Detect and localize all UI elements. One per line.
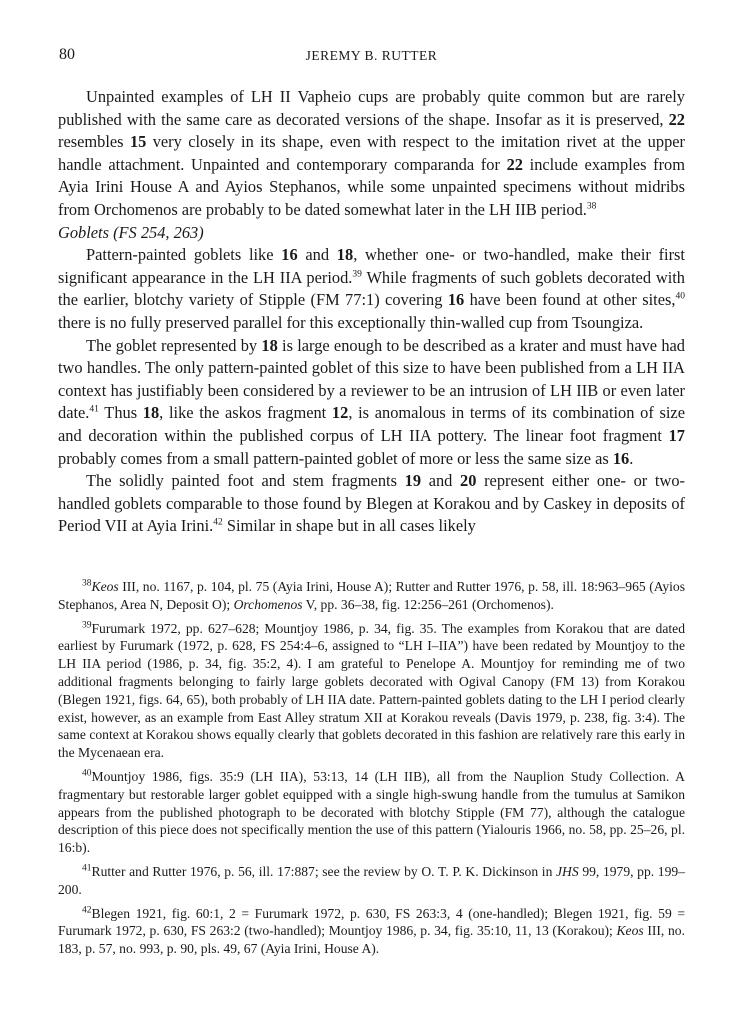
- text-run: Furumark 1972, pp. 627–628; Mountjoy 1986, p. 34, fig. 35. The examples from Korakou that are dated earliest by Furumark (1972, p. 628, FS 254:4–6, assigned to “LH I–IIA”) have been redated by Mountjoy to the LH IIA period (1986, p. 34, fig. 35:2, 4). I am grateful to Penelope A. Mountjoy for reminding me of two additional fragments belonging to fairly large goblets decorated with Ogival Canopy (FM 13) from Korakou (Blegen 1921, figs. 64, 65), both probably of LH IIA date. Pattern-painted goblets dating to the LH I period clearly exist, however, as an example from East Alley stratum XII at Korakou reveals (Davis 1979, p. 238, fig. 3:4). The same context at Korakou shows equally clearly that goblets decorated in this fashion are relatively rare this early in the Mycenaean era.: [58, 620, 685, 761]
- text-run: , like the askos fragment: [159, 403, 332, 423]
- text-italic: Keos: [616, 923, 644, 939]
- text-run: include examples from Ayia Irini House A and Ayios Stephanos, while some unpainted specimens without midribs from Orchomenos are probably to be dated somewhat later in the LH IIB period.: [58, 154, 685, 219]
- footnote-number: 38: [82, 578, 92, 589]
- catalogue-number: 18: [336, 245, 354, 265]
- text-run: V, pp. 36–38, fig. 12:256–261 (Orchomenos).: [302, 596, 554, 612]
- catalogue-number: 19: [404, 471, 422, 491]
- text-run: Unpainted examples of LH II Vapheio cups are probably quite common but are rarely published with the same care as decorated versions of the shape. Insofar as it is preserved,: [58, 87, 685, 129]
- text-run: Mountjoy 1986, figs. 35:9 (LH IIA), 53:13, 14 (LH IIB), all from the Nauplion Study Collection. A fragmentary but restorable larger goblet equipped with a single high-swung handle from the tumulus at Samikon appears from the published photograph to be decorated with blotchy Stipple (FM 77), although the catalogue description of this piece does not specifically mention the use of this pattern (Yialouris 1966, no. 58, pp. 25–26, pl. 16:b).: [58, 768, 685, 856]
- paragraph-foot-stem-fragments: [58, 470, 685, 538]
- catalogue-number: 22: [668, 109, 685, 129]
- text-run: Rutter and Rutter 1976, p. 56, ill. 17:887; see the review by O. T. P. K. Dickinson in: [91, 863, 557, 879]
- text-run: The solidly painted foot and stem fragments: [86, 471, 405, 491]
- footnote-40: [58, 768, 685, 857]
- text-run: III, no. 183, p. 57, no. 993, p. 90, pls. 49, 67 (Ayia Irini, House A).: [58, 923, 685, 957]
- catalogue-number: 18: [142, 403, 160, 423]
- catalogue-number: 16: [447, 290, 465, 310]
- text-run: , is anomalous in terms of its combination of size and decoration within the published corpus of LH IIA pottery. The linear foot fragment: [58, 403, 685, 445]
- text-run: Pattern-painted goblets like: [86, 245, 282, 265]
- text-run: and: [421, 471, 461, 491]
- catalogue-number: 15: [129, 132, 147, 152]
- catalogue-number: 18: [261, 335, 278, 355]
- footnote-39: [58, 620, 685, 762]
- text-run: Thus: [98, 403, 143, 423]
- catalogue-number: 20: [460, 471, 477, 491]
- catalogue-number: 22: [506, 154, 523, 174]
- text-run: The goblet represented by: [86, 335, 262, 355]
- text-run: Blegen 1921, fig. 60:1, 2 = Furumark 1972, p. 630, FS 263:3, 4 (one-handled); Blegen 1921, fig. 59 = Furumark 1972, p. 630, FS 263:2 (two-handled); Mountjoy 1986, p. 34, fig. 35:10, 11, 13 (Korakou);: [58, 905, 685, 939]
- text-italic: Orchomenos: [233, 596, 303, 612]
- paragraph-vapheio-cups: [58, 86, 685, 222]
- footnote-ref: 40: [675, 291, 685, 302]
- text-run: represent either one- or two-handled goblets comparable to those found by Blegen at Korakou and by Caskey in deposits of Period VII at Ayia Irini.: [58, 471, 685, 536]
- paragraph-goblets-intro: [58, 244, 685, 334]
- catalogue-number: 16: [281, 245, 298, 265]
- section-heading: Goblets (FS 254, 263): [58, 222, 204, 242]
- footnote-ref: 39: [352, 269, 362, 280]
- text-run: is large enough to be described as a krater and must have had two handles. The only pattern-painted goblet of this size to have been published from a LH IIA context has justifiably been considered by a reviewer to be an intrusion of LH IIB or even later date.: [58, 335, 685, 423]
- text-italic: JHS: [556, 863, 579, 879]
- text-run: Similar in shape but in all cases likely: [222, 516, 476, 536]
- text-run: While fragments of such goblets decorated with the earlier, blotchy variety of Stipple (FM 77:1) covering: [58, 267, 685, 310]
- footnote-ref: 38: [586, 201, 597, 212]
- text-run: , whether one- or two-handled, make their first significant appearance in the LH IIA period.: [58, 245, 685, 287]
- footnote-41: [58, 863, 685, 899]
- running-head: JEREMY B. RUTTER: [305, 48, 438, 63]
- footnote-number: 41: [82, 863, 92, 874]
- footnote-38: [58, 578, 685, 614]
- text-italic: Keos: [91, 579, 119, 594]
- text-run: .: [629, 448, 634, 468]
- catalogue-number: 12: [331, 403, 349, 423]
- paragraph-goblet-18: [58, 335, 685, 471]
- text-run: probably comes from a small pattern-painted goblet of more or less the same size as: [58, 448, 613, 468]
- footnotes: [58, 578, 685, 964]
- footnote-42: [58, 905, 685, 958]
- text-run: 99, 1979, pp. 199–200.: [58, 863, 685, 897]
- text-run: resembles: [58, 132, 130, 152]
- text-run: III, no. 1167, p. 104, pl. 75 (Ayia Irini, House A); Rutter and Rutter 1976, p. 58, ill. 18:963–965 (Ayios Stephanos, Area N, Deposit O);: [58, 579, 685, 612]
- footnote-number: 40: [82, 768, 92, 779]
- footnote-number: 42: [82, 905, 92, 916]
- footnote-number: 39: [82, 620, 92, 631]
- text-run: there is no fully preserved parallel for this exceptionally thin-walled cup from Tsoungiza.: [58, 312, 644, 332]
- text-run: and: [297, 245, 337, 265]
- page-number: 80: [59, 46, 75, 63]
- footnote-ref: 42: [213, 517, 223, 528]
- catalogue-number: 17: [668, 425, 685, 445]
- text-run: have been found at other sites,: [464, 290, 676, 310]
- body-text: [58, 86, 685, 538]
- text-run: very closely in its shape, even with respect to the imitation rivet at the upper handle attachment. Unpainted and contemporary comparanda for: [58, 132, 686, 174]
- footnote-ref: 41: [89, 404, 99, 415]
- catalogue-number: 16: [612, 448, 630, 468]
